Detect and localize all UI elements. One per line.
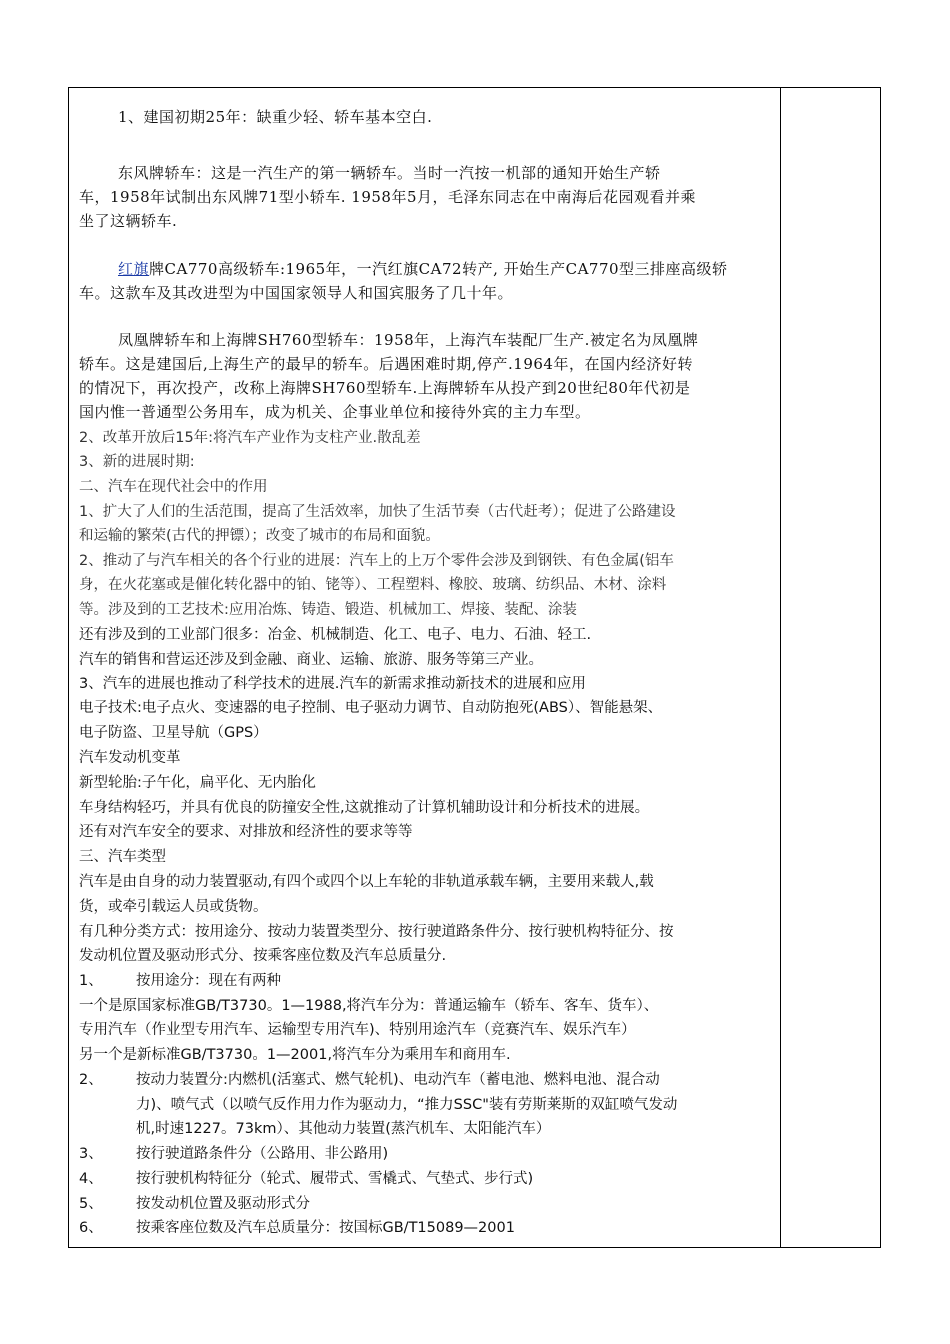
paragraph-line: 3、汽车的进展也推动了科学技术的进展.汽车的新需求推动新技术的进展和应用: [79, 676, 586, 692]
paragraph-line: 坐了这辆轿车.: [79, 212, 178, 230]
paragraph-line: 和运输的繁荣(古代的押镖）；改变了城市的布局和面貌。: [79, 528, 440, 544]
paragraph-line: 凤凰牌轿车和上海牌SH760型轿车：1958年，上海汽车装配厂生产.被定名为凤凰牌: [118, 331, 699, 349]
paragraph-line: 还有对汽车安全的要求、对排放和经济性的要求等等: [79, 824, 413, 840]
list-item: 3、新的进展时期:: [79, 454, 195, 470]
paragraph-line: 等。涉及到的工艺技术:应用冶炼、铸造、锻造、机械加工、焊接、装配、涂装: [79, 602, 577, 618]
paragraph-line: 货，或牵引载运人员或货物。: [79, 899, 268, 915]
paragraph-line: 2、推动了与汽车相关的各个行业的进展：汽车上的上万个零件会涉及到钢铁、有色金属(铝车: [79, 553, 674, 569]
section-heading-2: 二、汽车在现代社会中的作用: [79, 479, 268, 495]
paragraph-line: 东风牌轿车：这是一汽生产的第一辆轿车。当时一汽按一机部的通知开始生产轿: [118, 164, 661, 182]
column-divider: [780, 88, 781, 1247]
paragraph-line: 专用汽车（作业型专用汽车、运输型专用汽车)、特别用途汽车（竞赛汽车、娱乐汽车）: [79, 1022, 636, 1038]
paragraph-line: 的情况下，再次投产，改称上海牌SH760型轿车.上海牌轿车从投产到20世纪80年代初是: [79, 379, 691, 397]
section-heading-1: 1、建国初期25年：缺重少轻、轿车基本空白.: [118, 108, 433, 126]
paragraph-line: 另一个是新标准GB/T3730。1—2001,将汽车分为乘用车和商用车.: [79, 1047, 511, 1063]
paragraph-line: 汽车的销售和营运还涉及到金融、商业、运输、旅游、服务等第三产业。: [79, 652, 543, 668]
section-heading-3: 三、汽车类型: [79, 849, 166, 865]
paragraph-line: 车。这款车及其改进型为中国国家领导人和国宾服务了几十年。: [79, 284, 514, 302]
numbered-item: 1、 按用途分：现在有两种: [79, 973, 281, 989]
numbered-item: 3、 按行驶道路条件分（公路用、非公路用): [79, 1146, 389, 1162]
paragraph-line: 身，在火花塞或是催化转化器中的铂、铑等）、工程塑料、橡胶、玻璃、纺织品、木材、涂料: [79, 577, 667, 593]
content-table: [68, 87, 881, 1248]
numbered-item: 2、 按动力装置分:内燃机(活塞式、燃气轮机)、电动汽车（蓄电池、燃料电池、混合动: [79, 1072, 660, 1088]
paragraph-line: 汽车发动机变革: [79, 750, 181, 766]
numbered-item-continuation: 力)、喷气式（以喷气反作用力作为驱动力，“推力SSC"装有劳斯莱斯的双缸喷气发动: [136, 1097, 678, 1113]
paragraph-line: 新型轮胎:子午化，扁平化、无内胎化: [79, 775, 316, 791]
paragraph-line: 国内惟一普通型公务用车，成为机关、企事业单位和接待外宾的主力车型。: [79, 403, 591, 421]
numbered-item: 6、 按乘客座位数及汽车总质量分：按国标GB/T15089—2001: [79, 1220, 515, 1236]
paragraph-line: 汽车是由自身的动力装置驱动,有四个或四个以上车轮的非轨道承载车辆，主要用来载人,载: [79, 874, 654, 890]
paragraph-line: 红旗牌CA770高级轿车:1965年，一汽红旗CA72转产, 开始生产CA770型三排座高级轿: [118, 260, 728, 278]
paragraph-line: 轿车。这是建国后,上海生产的最早的轿车。后遇困难时期,停产.1964年，在国内经济好转: [79, 355, 693, 373]
paragraph-line: 电子技术:电子点火、变速器的电子控制、电子驱动力调节、自动防抱死(ABS）、智能悬架、: [79, 700, 663, 716]
paragraph-line: 有几种分类方式：按用途分、按动力装置类型分、按行驶道路条件分、按行驶机构特征分、按: [79, 924, 674, 940]
hongqi-link[interactable]: 红旗: [118, 260, 150, 278]
numbered-item-continuation: 机,时速1227。73km）、其他动力装置(蒸汽机车、太阳能汽车）: [136, 1121, 551, 1137]
paragraph-line: 电子防盗、卫星导航（GPS）: [79, 725, 268, 741]
numbered-item: 5、 按发动机位置及驱动形式分: [79, 1196, 310, 1212]
paragraph-line: 发动机位置及驱动形式分、按乘客座位数及汽车总质量分.: [79, 948, 447, 964]
paragraph-line: 车，1958年试制出东风牌71型小轿车. 1958年5月，毛泽东同志在中南海后花园观看并乘: [79, 188, 697, 206]
list-item: 2、改革开放后15年:将汽车产业作为支柱产业.散乱差: [79, 430, 421, 446]
paragraph-line: 一个是原国家标准GB/T3730。1—1988,将汽车分为：普通运输车（轿车、客车、货车）、: [79, 998, 659, 1014]
paragraph-line: 还有涉及到的工业部门很多：冶金、机械制造、化工、电子、电力、石油、轻工.: [79, 627, 592, 643]
paragraph-line: 车身结构轻巧，并具有优良的防撞安全性,这就推动了计算机辅助设计和分析技术的进展。: [79, 800, 650, 816]
paragraph-line: 1、扩大了人们的生活范围，提高了生活效率，加快了生活节奏（古代赶考）；促进了公路建设: [79, 504, 676, 520]
numbered-item: 4、 按行驶机构特征分（轮式、履带式、雪橇式、气垫式、步行式): [79, 1171, 534, 1187]
